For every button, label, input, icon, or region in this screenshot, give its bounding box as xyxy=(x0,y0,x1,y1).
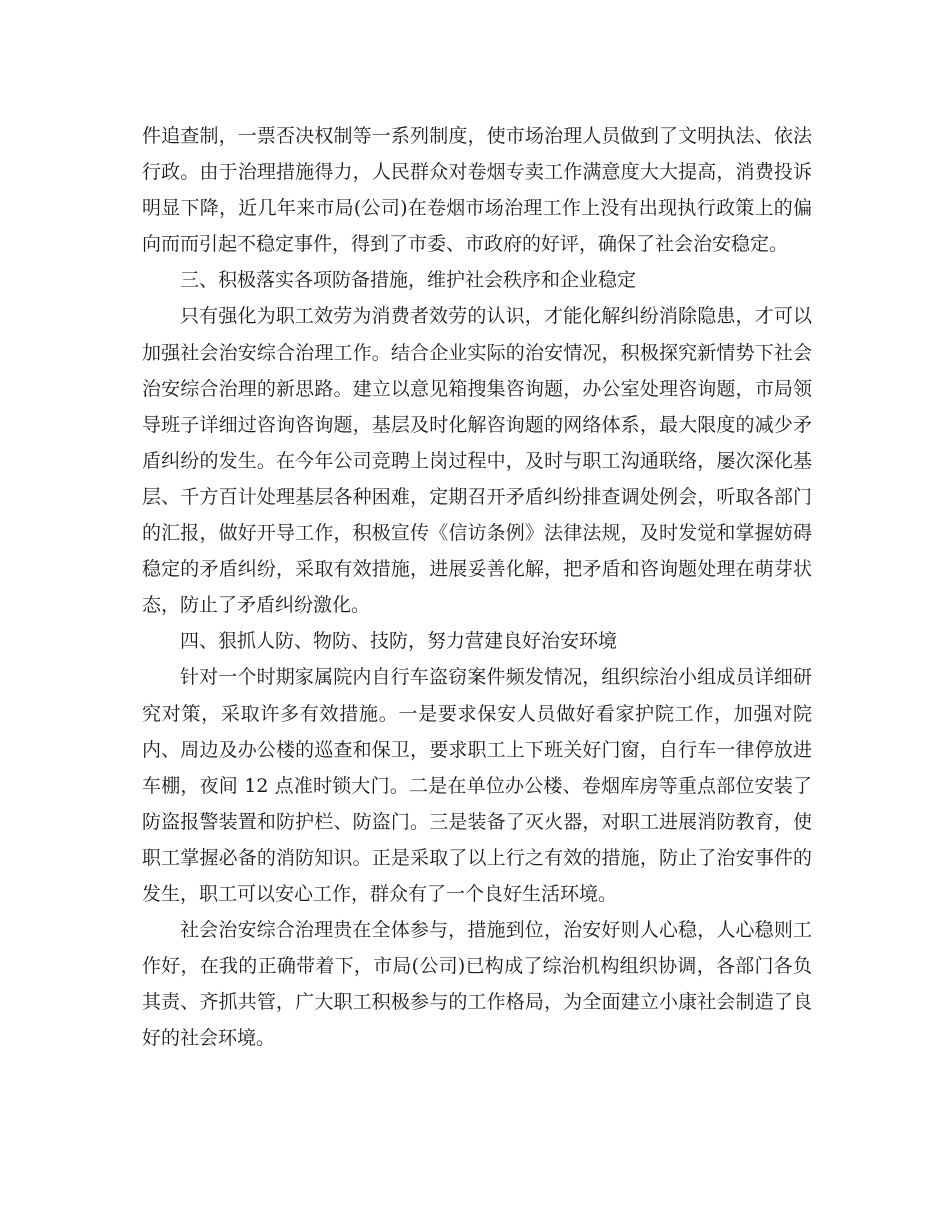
paragraph-continued: 件追查制，一票否决权制等一系列制度，使市场治理人员做到了文明执法、依法行政。由于治理措施得力，人民群众对卷烟专卖工作满意度大大提高，消费投诉明显下降，近几年来市局(公司)在卷烟市场治理工作上没有出现执行政策上的偏向而而引起不稳定事件，得到了市委、市政府的好评，确保了社会治安稳定。 xyxy=(142,125,812,256)
document-body xyxy=(142,118,812,1056)
paragraph: 针对一个时期家属院内自行车盗窃案件频发情况，组织综治小组成员详细研究对策，采取许多有效措施。一是要求保安人员做好看家护院工作，加强对院内、周边及办公楼的巡查和保卫，要求职工上下班关好门窗，自行车一律停放进车棚，夜间 12 点准时锁大门。二是在单位办公楼、卷烟库房等重点部位安装了防盗报警装置和防护栏、防盗门。三是装备了灭火器，对职工进展消防教育，使职工掌握必备的消防知识。正是采取了以上行之有效的措施，防止了治安事件的发生，职工可以安心工作，群众有了一个良好生活环境。 xyxy=(142,666,812,905)
section-heading-four: 四、狠抓人防、物防、技防，努力营建良好治安环境 xyxy=(180,630,618,653)
section-heading-three: 三、积极落实各项防备措施，维护社会秩序和企业稳定 xyxy=(180,269,637,292)
paragraph: 社会治安综合治理贵在全体参与，措施到位，治安好则人心稳，人心稳则工作好，在我的正确带着下，市局(公司)已构成了综治机构组织协调，各部门各负其责、齐抓共管，广大职工积极参与的工作格局，为全面建立小康社会制造了良好的社会环境。 xyxy=(142,919,812,1050)
paragraph: 只有强化为职工效劳为消费者效劳的认识，才能化解纠纷消除隐患，才可以加强社会治安综合治理工作。结合企业实际的治安情况，积极探究新情势下社会治安综合治理的新思路。建立以意见箱搜集咨询题，办公室处理咨询题，市局领导班子详细过咨询咨询题，基层及时化解咨询题的网络体系，最大限度的减少矛盾纠纷的发生。在今年公司竞聘上岗过程中，及时与职工沟通联络，屡次深化基层、千方百计处理基层各种困难，定期召开矛盾纠纷排查调处例会，听取各部门的汇报，做好开导工作，积极宣传《信访条例》法律法规，及时发觉和掌握妨碍稳定的矛盾纠纷，采取有效措施，进展妥善化解，把矛盾和咨询题处理在萌芽状态，防止了矛盾纠纷激化。 xyxy=(142,305,812,617)
